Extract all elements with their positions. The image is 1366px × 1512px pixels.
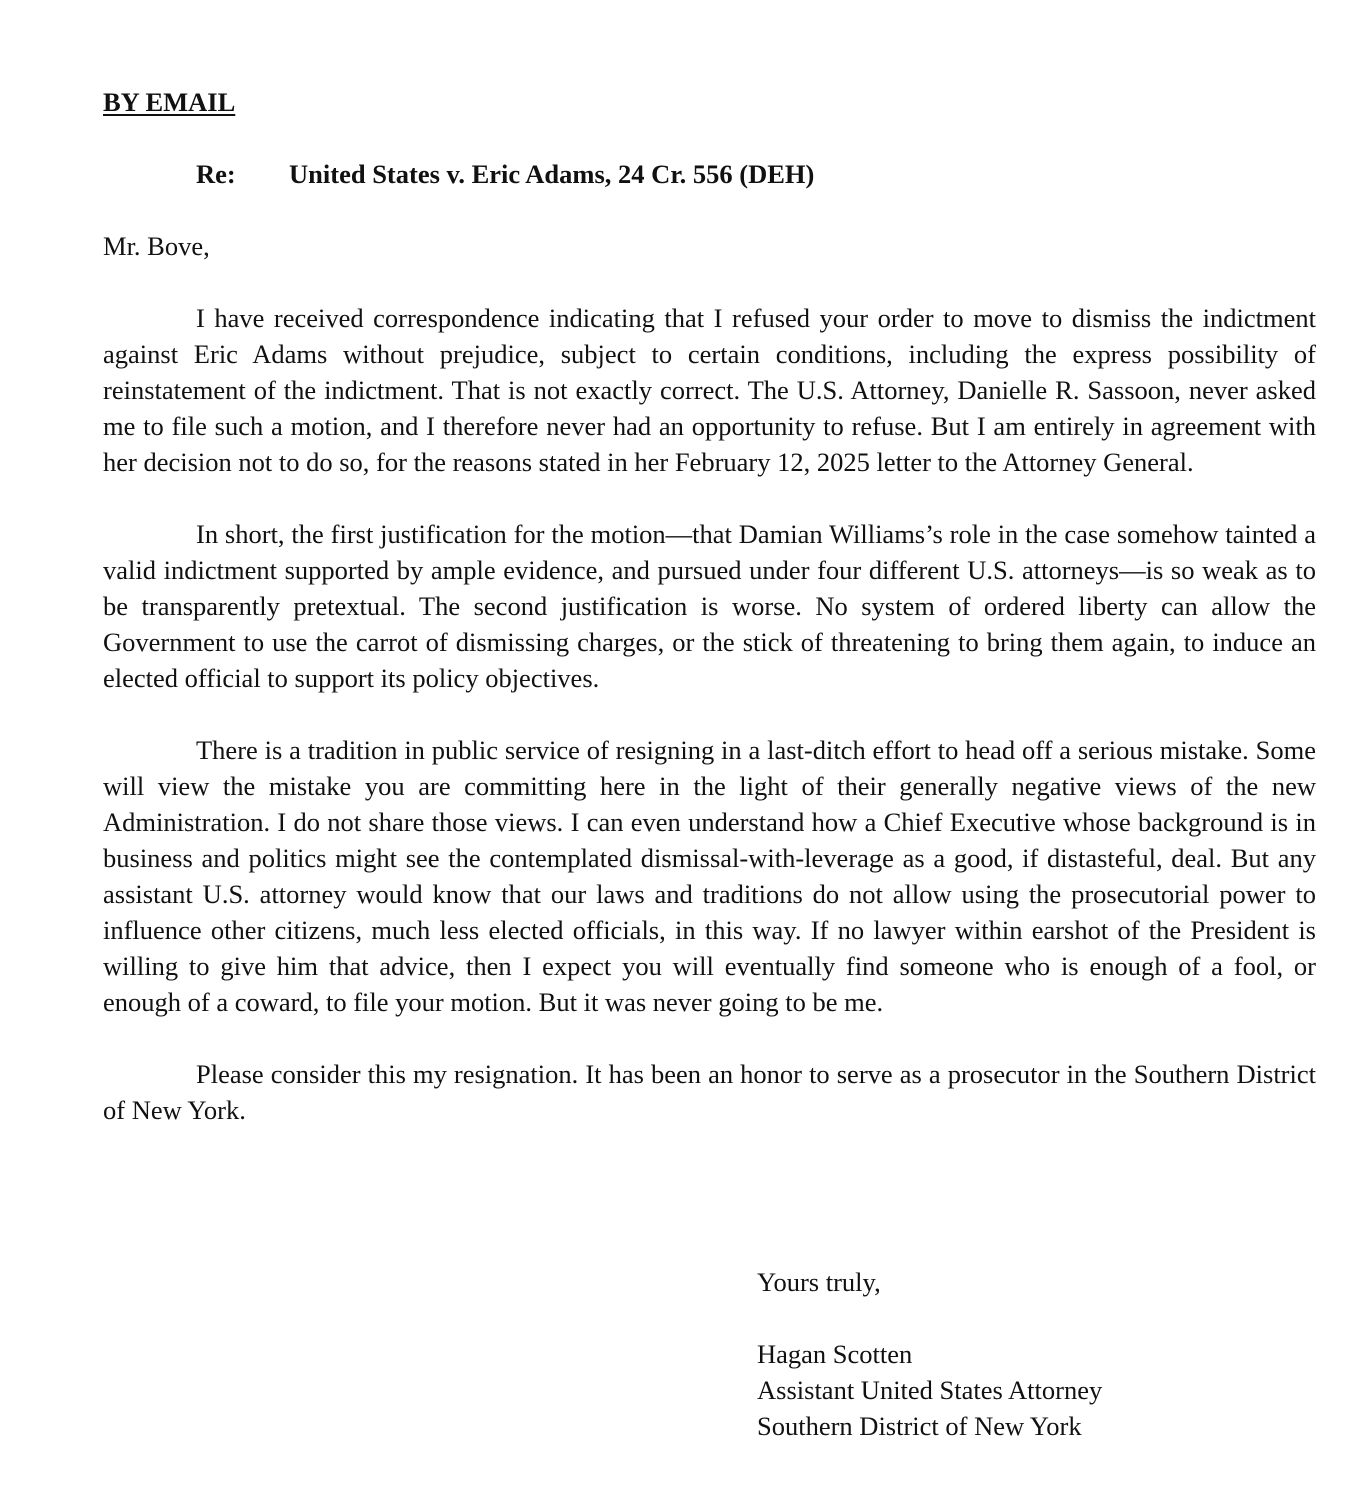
paragraph-4: Please consider this my resignation. It has been an honor to serve as a prosecutor in the Southern District of New York. (103, 1059, 1316, 1125)
signer-name: Hagan Scotten (757, 1339, 913, 1369)
salutation: Mr. Bove, (103, 231, 210, 261)
paragraph-3: There is a tradition in public service of resigning in a last-ditch effort to head off a serious mistake. Some will view the mistake you are committing here in the light of their generally negative views of the new Administration. I do not share those views. I can even understand how a Chief Executive whose background is in business and politics might see the contemplated dismissal-with-leverage as a good, if distasteful, deal. But any assistant U.S. attorney would know that our laws and traditions do not allow using the prosecutorial power to influence other citizens, much less elected officials, in this way. If no lawyer within earshot of the President is willing to give him that advice, then I expect you will eventually find someone who is enough of a fool, or enough of a coward, to file your motion. But it was never going to be me. (103, 735, 1316, 1017)
re-line (103, 156, 1316, 192)
signer-title: Assistant United States Attorney (757, 1375, 1103, 1405)
paragraph-1: I have received correspondence indicating that I refused your order to move to dismiss the indictment against Eric Adams without prejudice, subject to certain conditions, including the express possibility of reinstatement of the indictment. That is not exactly correct. The U.S. Attorney, Danielle R. Sassoon, never asked me to file such a motion, and I therefore never had an opportunity to refuse. But I am entirely in agreement with her decision not to do so, for the reasons stated in her February 12, 2025 letter to the Attorney General. (103, 303, 1316, 477)
re-subject: United States v. Eric Adams, 24 Cr. 556 (DEH) (289, 159, 815, 189)
complimentary-close: Yours truly, (757, 1267, 881, 1297)
signer-details (757, 1336, 1317, 1444)
paragraph-2: In short, the first justification for the motion—that Damian Williams’s role in the case somehow tainted a valid indictment supported by ample evidence, and pursued under four different U.S. attorneys—is so weak as to be transparently pretextual. The second justification is worse. No system of ordered liberty can allow the Government to use the carrot of dismissing charges, or the stick of threatening to bring them again, to induce an elected official to support its policy objectives. (103, 519, 1316, 693)
letter-body (103, 84, 1316, 1128)
delivery-method-heading: BY EMAIL (103, 87, 236, 117)
signature-block (757, 1264, 1317, 1444)
re-label: Re: (196, 159, 236, 189)
signer-office: Southern District of New York (757, 1411, 1082, 1441)
